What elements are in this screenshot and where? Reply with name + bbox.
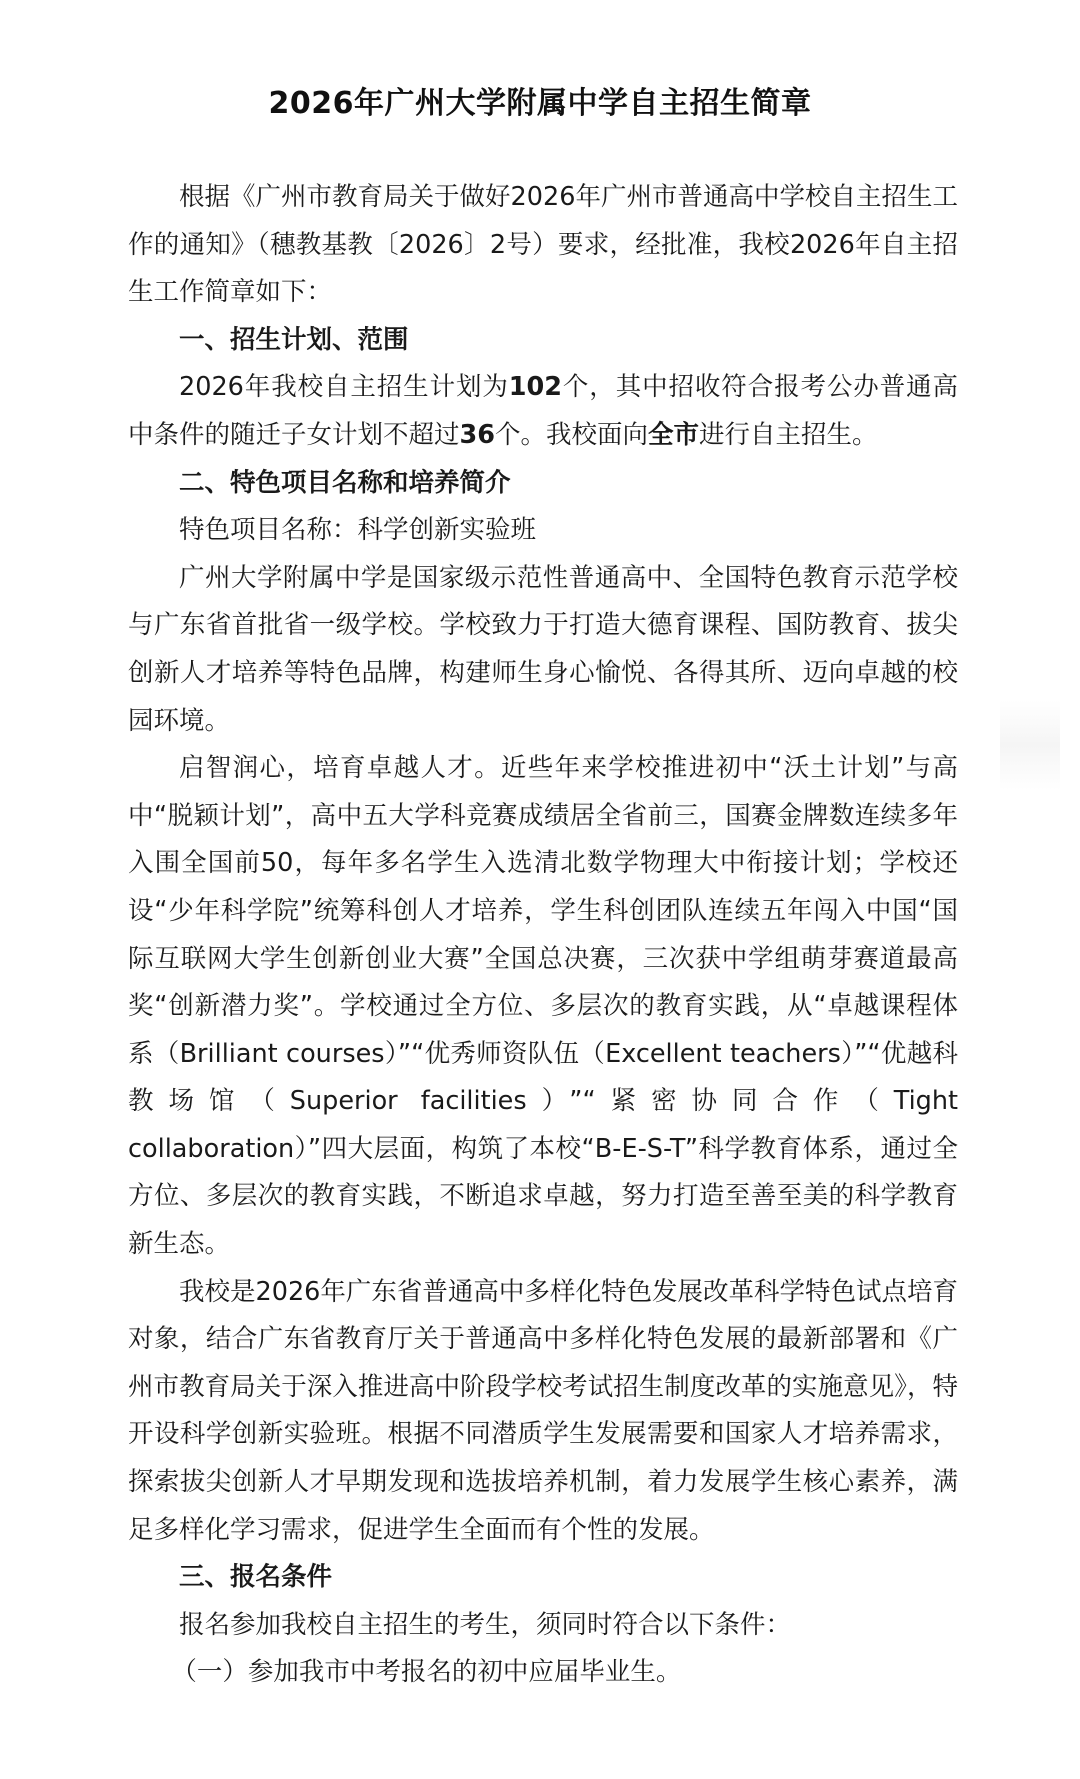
eligibility-lead: 报名参加我校自主招生的考生，须同时符合以下条件： xyxy=(179,1609,792,1640)
plan-text-e: 个。我校面向 xyxy=(495,419,649,450)
pilot-program-paragraph: 我校是2026年广东省普通高中多样化特色发展改革科学特色试点培育对象，结合广东省教育厅关于普通高中多样化特色发展的最新部署和《广州市教育局关于深入推进高中阶段学校考试招生制度改革的实施意见》，特开设科学创新实验班。根据不同潜质学生发展需要和国家人才培养需求，探索拔尖创新人才早期发现和选拔培养机制，着力发展学生核心素养，满足多样化学习需求，促进学生全面而有个性的发展。 xyxy=(128,1276,958,1545)
plan-text-g: 进行自主招生。 xyxy=(699,419,878,450)
document-title: 2026年广州大学附属中学自主招生简章 xyxy=(268,86,812,121)
section-heading-project: 二、特色项目名称和培养简介 xyxy=(179,467,511,498)
plan-text-a: 2026年我校自主招生计划为 xyxy=(179,372,509,403)
section-heading-plan: 一、招生计划、范围 xyxy=(179,324,409,355)
project-name-line: 特色项目名称：科学创新实验班 xyxy=(179,515,537,546)
section-heading-eligibility: 三、报名条件 xyxy=(179,1562,333,1593)
plan-scope: 全市 xyxy=(648,419,700,450)
document-body xyxy=(128,174,958,1697)
plan-text-c: 个，其中招收符合报考公办普通高中条件的随迁子女计划不超过 xyxy=(128,372,958,450)
intro-paragraph: 根据《广州市教育局关于做好2026年广州市普通高中学校自主招生工作的通知》（穗教基教〔2026〕2号）要求，经批准，我校2026年自主招生工作简章如下： xyxy=(128,182,958,308)
plan-paragraph xyxy=(128,364,958,459)
plan-migrant-quota: 36 xyxy=(459,419,496,450)
school-intro-paragraph: 广州大学附属中学是国家级示范性普通高中、全国特色教育示范学校与广东省首批省一级学校。学校致力于打造大德育课程、国防教育、拔尖创新人才培养等特色品牌，构建师生身心愉悦、各得其所、迈向卓越的校园环境。 xyxy=(128,562,958,736)
talent-cultivation-paragraph: 启智润心，培育卓越人才。近些年来学校推进初中“沃土计划”与高中“脱颖计划”，高中五大学科竞赛成绩居全省前三，国赛金牌数连续多年入围全国前50，每年多名学生入选清北数学物理大中衔接计划；学校还设“少年科学院”统筹科创人才培养，学生科创团队连续五年闯入中国“国际互联网大学生创新创业大赛”全国总决赛，三次获中学组萌芽赛道最高奖“创新潜力奖”。学校通过全方位、多层次的教育实践，从“卓越课程体系（Brilliant courses）”“优秀师资队伍（Excellent teachers）”“优越科教场馆（Superior facilities）”“紧密协同合作（Tight collaboration）”四大层面，构筑了本校“B-E-S-T”科学教育体系，通过全方位、多层次的教育实践，不断追求卓越，努力打造至善至美的科学教育新生态。 xyxy=(128,753,958,1260)
plan-total-quota: 102 xyxy=(508,372,563,403)
scan-artifact xyxy=(1000,700,1060,790)
eligibility-item-1: （一）参加我市中考报名的初中应届毕业生。 xyxy=(171,1657,682,1688)
